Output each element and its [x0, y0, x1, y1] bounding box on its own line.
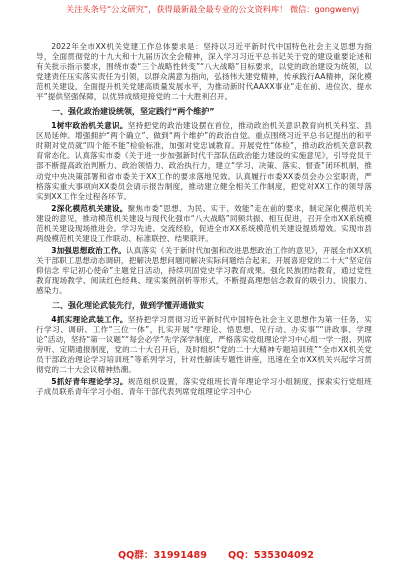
intro-paragraph: 2022年全市XX机关党建工作总体要求是：坚持以习近平新时代中国特色社会主义思想为指导，全面贯彻党的十九大和十九届历次全会精神，深入学习习近平总书记关于党的建设重要论述和有关批示指示要求，围绕市委“三个战略性转变”“八大战略”目标要求，以党的政治建设为统领，以党建责任压实落实责任为引领，以群众满意为指向，弘扬伟大建党精神，传承践行AA精神，深化模范机关建设，全面提升机关党建高质量发展水平，为推动新时代AAXX事业“走在前、进位次、提水平”提供坚强保障，以优异成绩迎接党的二十大胜利召开。 — [36, 42, 372, 102]
item-lead: 2深化模范机关建设。 — [51, 203, 128, 213]
item-lead: 3加强思想政治工作。 — [51, 245, 127, 255]
top-banner — [0, 0, 408, 40]
item-lead: 4抓实理论武装工作。 — [51, 315, 128, 325]
item-text: 坚持把学习贯彻习近平新时代中国特色社会主义思想作为第一任务，实行学习、调研、工作“三位一体”，扎实开展“学理论、悟思想、见行动、办实事”“讲政事、学理论”活动，坚持“第一议题”“每会必学”先学深学制度，严格落实党组理论学习中心组一学一报、列席旁听、定期通报制度，党的二十大召开后，及时组织“党的二十大精神专题培训班”“全市XX机关党员干部政治理论学习培训班”等系列学习，针对性解读专题性讲座，迅速在全市XX机关兴起学习贯彻党的二十大会议精神热潮。 — [36, 315, 372, 375]
section-2-item-5 — [36, 377, 372, 397]
section-1-item-1 — [36, 121, 372, 201]
document-body — [36, 40, 372, 397]
section-1-heading: 一、强化政治建设统领，坚定践行“两个维护” — [52, 107, 215, 117]
section-1-item-3 — [36, 246, 372, 296]
item-lead: 5抓好青年理论学习。 — [51, 377, 128, 387]
item-lead: 1树牢政治机关意识。 — [51, 121, 128, 131]
section-2-item-4 — [36, 315, 372, 375]
section-1-item-2 — [36, 204, 372, 244]
footer-contact — [0, 545, 408, 565]
item-text: 坚持把党的政治建设摆在首位，推动政治机关意识教育向机关科室、县区局延伸。增强拥护“两个确立”、做到“两个维护”的政治自觉。重点围绕习近平总书记提出的和平时期对党员就“四个能不能”检验标准，加强对党忠诚教育。开展党性“体检”，推动政治机关意识教育常态化。认真落实市委《关于进一步加强新时代干部队伍政治能力建设的实施意见》，引导党员干部不断提高政治判断力、政治领悟力、政治执行力，建立“学习、决策、落实、督查”闭环机制，推动党中央决策部署和省市委关于XX工作的要求落地见效。认真履行市委XX委员会办公室职责，严格落实重大事项向XX委员会请示报告制度，推动建立健全相关工作制度，把党对XX工作的领导落实到XX工作全过程各环节。 — [36, 121, 372, 201]
qq-group-number: QQ群：31991489 — [118, 550, 207, 561]
item-text: 聚焦市委“思想、为民、实干、效能”走在前的要求，制定深化模范机关建设的意见，推动模范机关建设与现代化强市“八大战略”同频共振、相互促进，召开全市XX系统模范机关建设现场推进会。学习先进、交流经验，促进全市XX系统模范机关建设提质增效。实现市县两级模范机关建设工作联动、标准联控、结果联评。 — [36, 203, 372, 243]
item-text: 认真落实《关于新时代加强和改进思想政治工作的意见》，开展全市XX机关干部职工思想动态调研，把解决思想问题同解决实际问题结合起来。开展喜迎党的二十大“坚定信仰信念 牢记初心使命”主题党日活动，持续巩固党史学习教育成果。强化民族团结教育，通过党性教育现场教学、阅读红色经典、现实案例剖析等形式，不断提高理想信念教育的吸引力、说服力、感染力。 — [36, 245, 372, 296]
item-text: 规范组织设置，落实党组班长青年理论学习小组制度，探索实行党组班子成员联系青年学习小组、青年干部代表列席党组理论学习中心 — [36, 377, 372, 397]
banner-promo-text: 关注头条号“公文研究”，获得最新最全最专业的公文资料库！ 微信：gongwenyj — [66, 4, 360, 14]
section-2-heading: 二、强化理论武装先行，做到学懂弄通做实 — [52, 301, 204, 311]
qq-number: QQ：535304092 — [228, 550, 314, 561]
